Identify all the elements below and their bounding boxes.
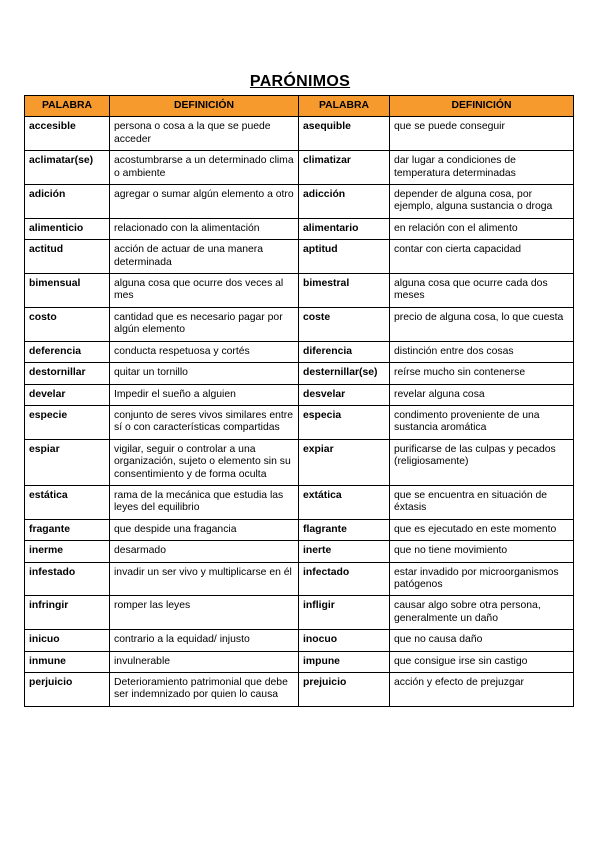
word-cell: infringir [25, 596, 110, 630]
word-cell: adición [25, 185, 110, 219]
paronym-word-cell: flagrante [299, 519, 390, 540]
word-cell: actitud [25, 240, 110, 274]
word-cell: inmune [25, 651, 110, 672]
paronym-word-cell: asequible [299, 117, 390, 151]
paronym-word-cell: expiar [299, 439, 390, 485]
definition-cell: acción de actuar de una manera determinada [110, 240, 299, 274]
definition-cell: agregar o sumar algún elemento a otro [110, 185, 299, 219]
paronym-word-cell: infectado [299, 562, 390, 596]
paronym-word-cell: adicción [299, 185, 390, 219]
paronym-definition-cell: dar lugar a condiciones de temperatura determinadas [390, 151, 574, 185]
word-cell: especie [25, 405, 110, 439]
table-row [25, 519, 574, 540]
paronym-word-cell: impune [299, 651, 390, 672]
table-row [25, 439, 574, 485]
word-cell: espiar [25, 439, 110, 485]
paronym-definition-cell: estar invadido por microorganismos patógenos [390, 562, 574, 596]
header-palabra: PALABRA [25, 96, 110, 117]
definition-cell: invulnerable [110, 651, 299, 672]
word-cell: costo [25, 307, 110, 341]
definition-cell: quitar un tornillo [110, 363, 299, 384]
table-row [25, 307, 574, 341]
definition-cell: acostumbrarse a un determinado clima o ambiente [110, 151, 299, 185]
paronym-word-cell: inocuo [299, 630, 390, 651]
paronym-definition-cell: que consigue irse sin castigo [390, 651, 574, 672]
table-row [25, 341, 574, 362]
paronym-definition-cell: depender de alguna cosa, por ejemplo, alguna sustancia o droga [390, 185, 574, 219]
word-cell: develar [25, 384, 110, 405]
definition-cell: invadir un ser vivo y multiplicarse en él [110, 562, 299, 596]
table-row [25, 117, 574, 151]
paronym-word-cell: diferencia [299, 341, 390, 362]
paronym-definition-cell: que no tiene movimiento [390, 541, 574, 562]
paronym-definition-cell: en relación con el alimento [390, 218, 574, 239]
table-row [25, 596, 574, 630]
paronym-word-cell: coste [299, 307, 390, 341]
paronym-word-cell: bimestral [299, 274, 390, 308]
table-header-row [25, 96, 574, 117]
table-row [25, 384, 574, 405]
definition-cell: desarmado [110, 541, 299, 562]
table-row [25, 151, 574, 185]
word-cell: infestado [25, 562, 110, 596]
definition-cell: que despide una fragancia [110, 519, 299, 540]
definition-cell: romper las leyes [110, 596, 299, 630]
paronym-definition-cell: reírse mucho sin contenerse [390, 363, 574, 384]
paronym-definition-cell: que se puede conseguir [390, 117, 574, 151]
paronym-word-cell: extática [299, 485, 390, 519]
definition-cell: conjunto de seres vivos similares entre sí o con características compartidas [110, 405, 299, 439]
paronym-word-cell: desvelar [299, 384, 390, 405]
paronym-definition-cell: contar con cierta capacidad [390, 240, 574, 274]
table-row [25, 485, 574, 519]
paronym-definition-cell: que es ejecutado en este momento [390, 519, 574, 540]
paronym-definition-cell: distinción entre dos cosas [390, 341, 574, 362]
table-row [25, 651, 574, 672]
definition-cell: relacionado con la alimentación [110, 218, 299, 239]
word-cell: inicuo [25, 630, 110, 651]
definition-cell: cantidad que es necesario pagar por algún elemento [110, 307, 299, 341]
word-cell: perjuicio [25, 673, 110, 707]
definition-cell: persona o cosa a la que se puede acceder [110, 117, 299, 151]
table-row [25, 673, 574, 707]
paronym-word-cell: aptitud [299, 240, 390, 274]
paronym-definition-cell: acción y efecto de prejuzgar [390, 673, 574, 707]
table-row [25, 274, 574, 308]
word-cell: deferencia [25, 341, 110, 362]
word-cell: destornillar [25, 363, 110, 384]
table-row [25, 218, 574, 239]
paronym-definition-cell: que no causa daño [390, 630, 574, 651]
paronym-definition-cell: alguna cosa que ocurre cada dos meses [390, 274, 574, 308]
paronym-definition-cell: precio de alguna cosa, lo que cuesta [390, 307, 574, 341]
word-cell: aclimatar(se) [25, 151, 110, 185]
definition-cell: conducta respetuosa y cortés [110, 341, 299, 362]
table-row [25, 630, 574, 651]
table-row [25, 185, 574, 219]
definition-cell: vigilar, seguir o controlar a una organización, sujeto o elemento sin su consentimiento y de forma oculta [110, 439, 299, 485]
table-row [25, 562, 574, 596]
definition-cell: Deterioramiento patrimonial que debe ser indemnizado por quien lo causa [110, 673, 299, 707]
paronym-definition-cell: condimento proveniente de una sustancia aromática [390, 405, 574, 439]
paronym-definition-cell: purificarse de las culpas y pecados (religiosamente) [390, 439, 574, 485]
definition-cell: contrario a la equidad/ injusto [110, 630, 299, 651]
paronym-word-cell: desternillar(se) [299, 363, 390, 384]
paronym-word-cell: infligir [299, 596, 390, 630]
table-row [25, 240, 574, 274]
definition-cell: alguna cosa que ocurre dos veces al mes [110, 274, 299, 308]
paronym-word-cell: prejuicio [299, 673, 390, 707]
header-definicion-2: DEFINICIÓN [390, 96, 574, 117]
word-cell: inerme [25, 541, 110, 562]
definition-cell: Impedir el sueño a alguien [110, 384, 299, 405]
paronym-word-cell: especia [299, 405, 390, 439]
word-cell: estática [25, 485, 110, 519]
page-title: PARÓNIMOS [249, 73, 351, 90]
header-palabra-2: PALABRA [299, 96, 390, 117]
paronym-definition-cell: que se encuentra en situación de éxtasis [390, 485, 574, 519]
word-cell: accesible [25, 117, 110, 151]
table-row [25, 363, 574, 384]
table-row [25, 541, 574, 562]
paronym-word-cell: inerte [299, 541, 390, 562]
paronyms-table [24, 95, 574, 707]
paronym-word-cell: climatizar [299, 151, 390, 185]
paronym-definition-cell: revelar alguna cosa [390, 384, 574, 405]
paronym-definition-cell: causar algo sobre otra persona, generalmente un daño [390, 596, 574, 630]
word-cell: fragante [25, 519, 110, 540]
header-definicion: DEFINICIÓN [110, 96, 299, 117]
word-cell: bimensual [25, 274, 110, 308]
word-cell: alimenticio [25, 218, 110, 239]
table-row [25, 405, 574, 439]
paronym-word-cell: alimentario [299, 218, 390, 239]
definition-cell: rama de la mecánica que estudia las leyes del equilibrio [110, 485, 299, 519]
